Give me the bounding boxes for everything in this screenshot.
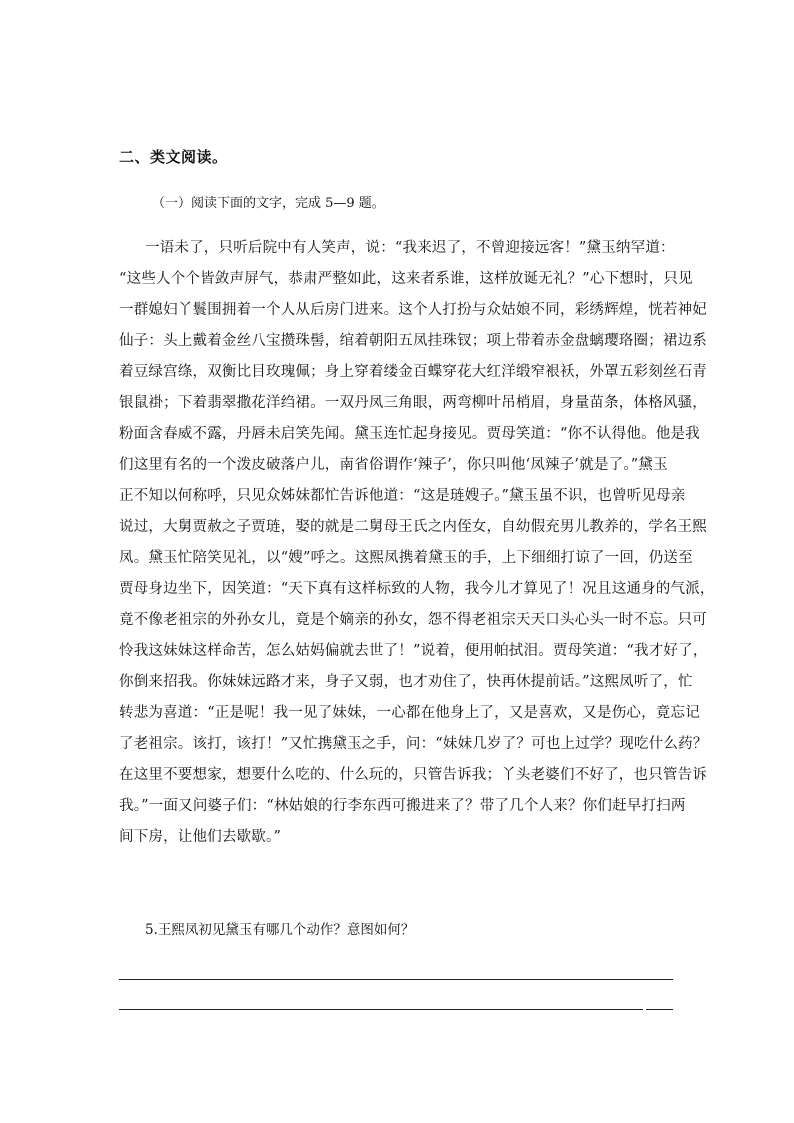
passage-line: 贾母身边坐下，因笑道：“天下真有这样标致的人物，我今儿才算见了！况且这通身的气派， (119, 581, 715, 597)
passage-line: 着豆绿宫绦，双衡比目玫瑰佩；身上穿着缕金百蝶穿花大红洋缎窄裉袄，外罩五彩刻丝石青 (119, 364, 707, 380)
passage-line: 转悲为喜道：“正是呢！我一见了妹妹，一心都在他身上了，又是喜欢，又是伤心，竟忘记 (119, 705, 700, 721)
reading-passage (119, 238, 715, 858)
passage-line: 了老祖宗。该打，该打！”又忙携黛玉之手，问：“妹妹几岁了？可也上过学？现吃什么药？ (119, 736, 708, 752)
passage-line: 一语未了，只听后院中有人笑声，说：“我来迟了，不曾迎接远客！”黛玉纳罕道： (145, 240, 675, 256)
passage-line: 你倒来招我。你妹妹远路才来，身子又弱，也才劝住了，快再休提前话。”这熙凤听了，忙 (119, 674, 693, 690)
passage-line: 我。”一面又问婆子们：“林姑娘的行李东西可搬进来了？带了几个人来？你们赶早打扫两 (119, 798, 686, 814)
passage-line: 说过，大舅贾赦之子贾琏，娶的就是二舅母王氏之内侄女，自幼假充男儿教养的，学名王熙 (119, 519, 707, 535)
passage-line: 凤。黛玉忙陪笑见礼，以“嫂”呼之。这熙凤携着黛玉的手，上下细细打谅了一回，仍送至 (119, 550, 693, 566)
passage-line: 在这里不要想家，想要什么吃的、什么玩的，只管告诉我；丫头老婆们不好了，也只管告诉 (119, 767, 707, 783)
passage-line: 银鼠褂；下着翡翠撒花洋绉裙。一双丹凤三角眼，两弯柳叶吊梢眉，身量苗条，体格风骚， (119, 395, 707, 411)
passage-line: 粉面含春威不露，丹唇未启笑先闻。黛玉连忙起身接见。贾母笑道：“你不认得他。他是我 (119, 426, 700, 442)
question-5: 5.王熙凤初见黛玉有哪几个动作？意图如何？ (145, 922, 415, 938)
reading-instruction: （一）阅读下面的文字，完成 5—9 题。 (152, 196, 385, 211)
section-title: 二、类文阅读。 (119, 148, 228, 166)
passage-line: 间下房，让他们去歇歇。” (119, 829, 282, 845)
passage-line: 们这里有名的一个泼皮破落户儿，南省俗谓作‘辣子’，你只叫他‘凤辣子’就是了。”黛玉 (119, 457, 668, 473)
answer-line[interactable] (119, 1009, 643, 1010)
passage-line: 仙子：头上戴着金丝八宝攒珠髻，绾着朝阳五凤挂珠钗；项上带着赤金盘螭璎珞圈；裙边系 (119, 333, 707, 349)
passage-line: 怜我这妹妹这样命苦，怎么姑妈偏就去世了！”说着，便用帕拭泪。贾母笑道：“我才好了， (119, 643, 708, 659)
passage-line: “这些人个个皆敛声屏气，恭肃严整如此，这来者系谁，这样放诞无礼？”心下想时，只见 (119, 271, 693, 287)
answer-line-tail (646, 1009, 673, 1010)
passage-line: 竟不像老祖宗的外孙女儿，竟是个嫡亲的孙女，怨不得老祖宗天天口头心头一时不忘。只可 (119, 612, 707, 628)
passage-line: 一群媳妇丫鬟围拥着一个人从后房门进来。这个人打扮与众姑娘不同，彩绣辉煌，恍若神妃 (119, 302, 707, 318)
answer-line[interactable] (119, 979, 673, 980)
passage-line: 正不知以何称呼，只见众姊妹都忙告诉他道：“这是琏嫂子。”黛玉虽不识，也曾听见母亲 (119, 488, 686, 504)
